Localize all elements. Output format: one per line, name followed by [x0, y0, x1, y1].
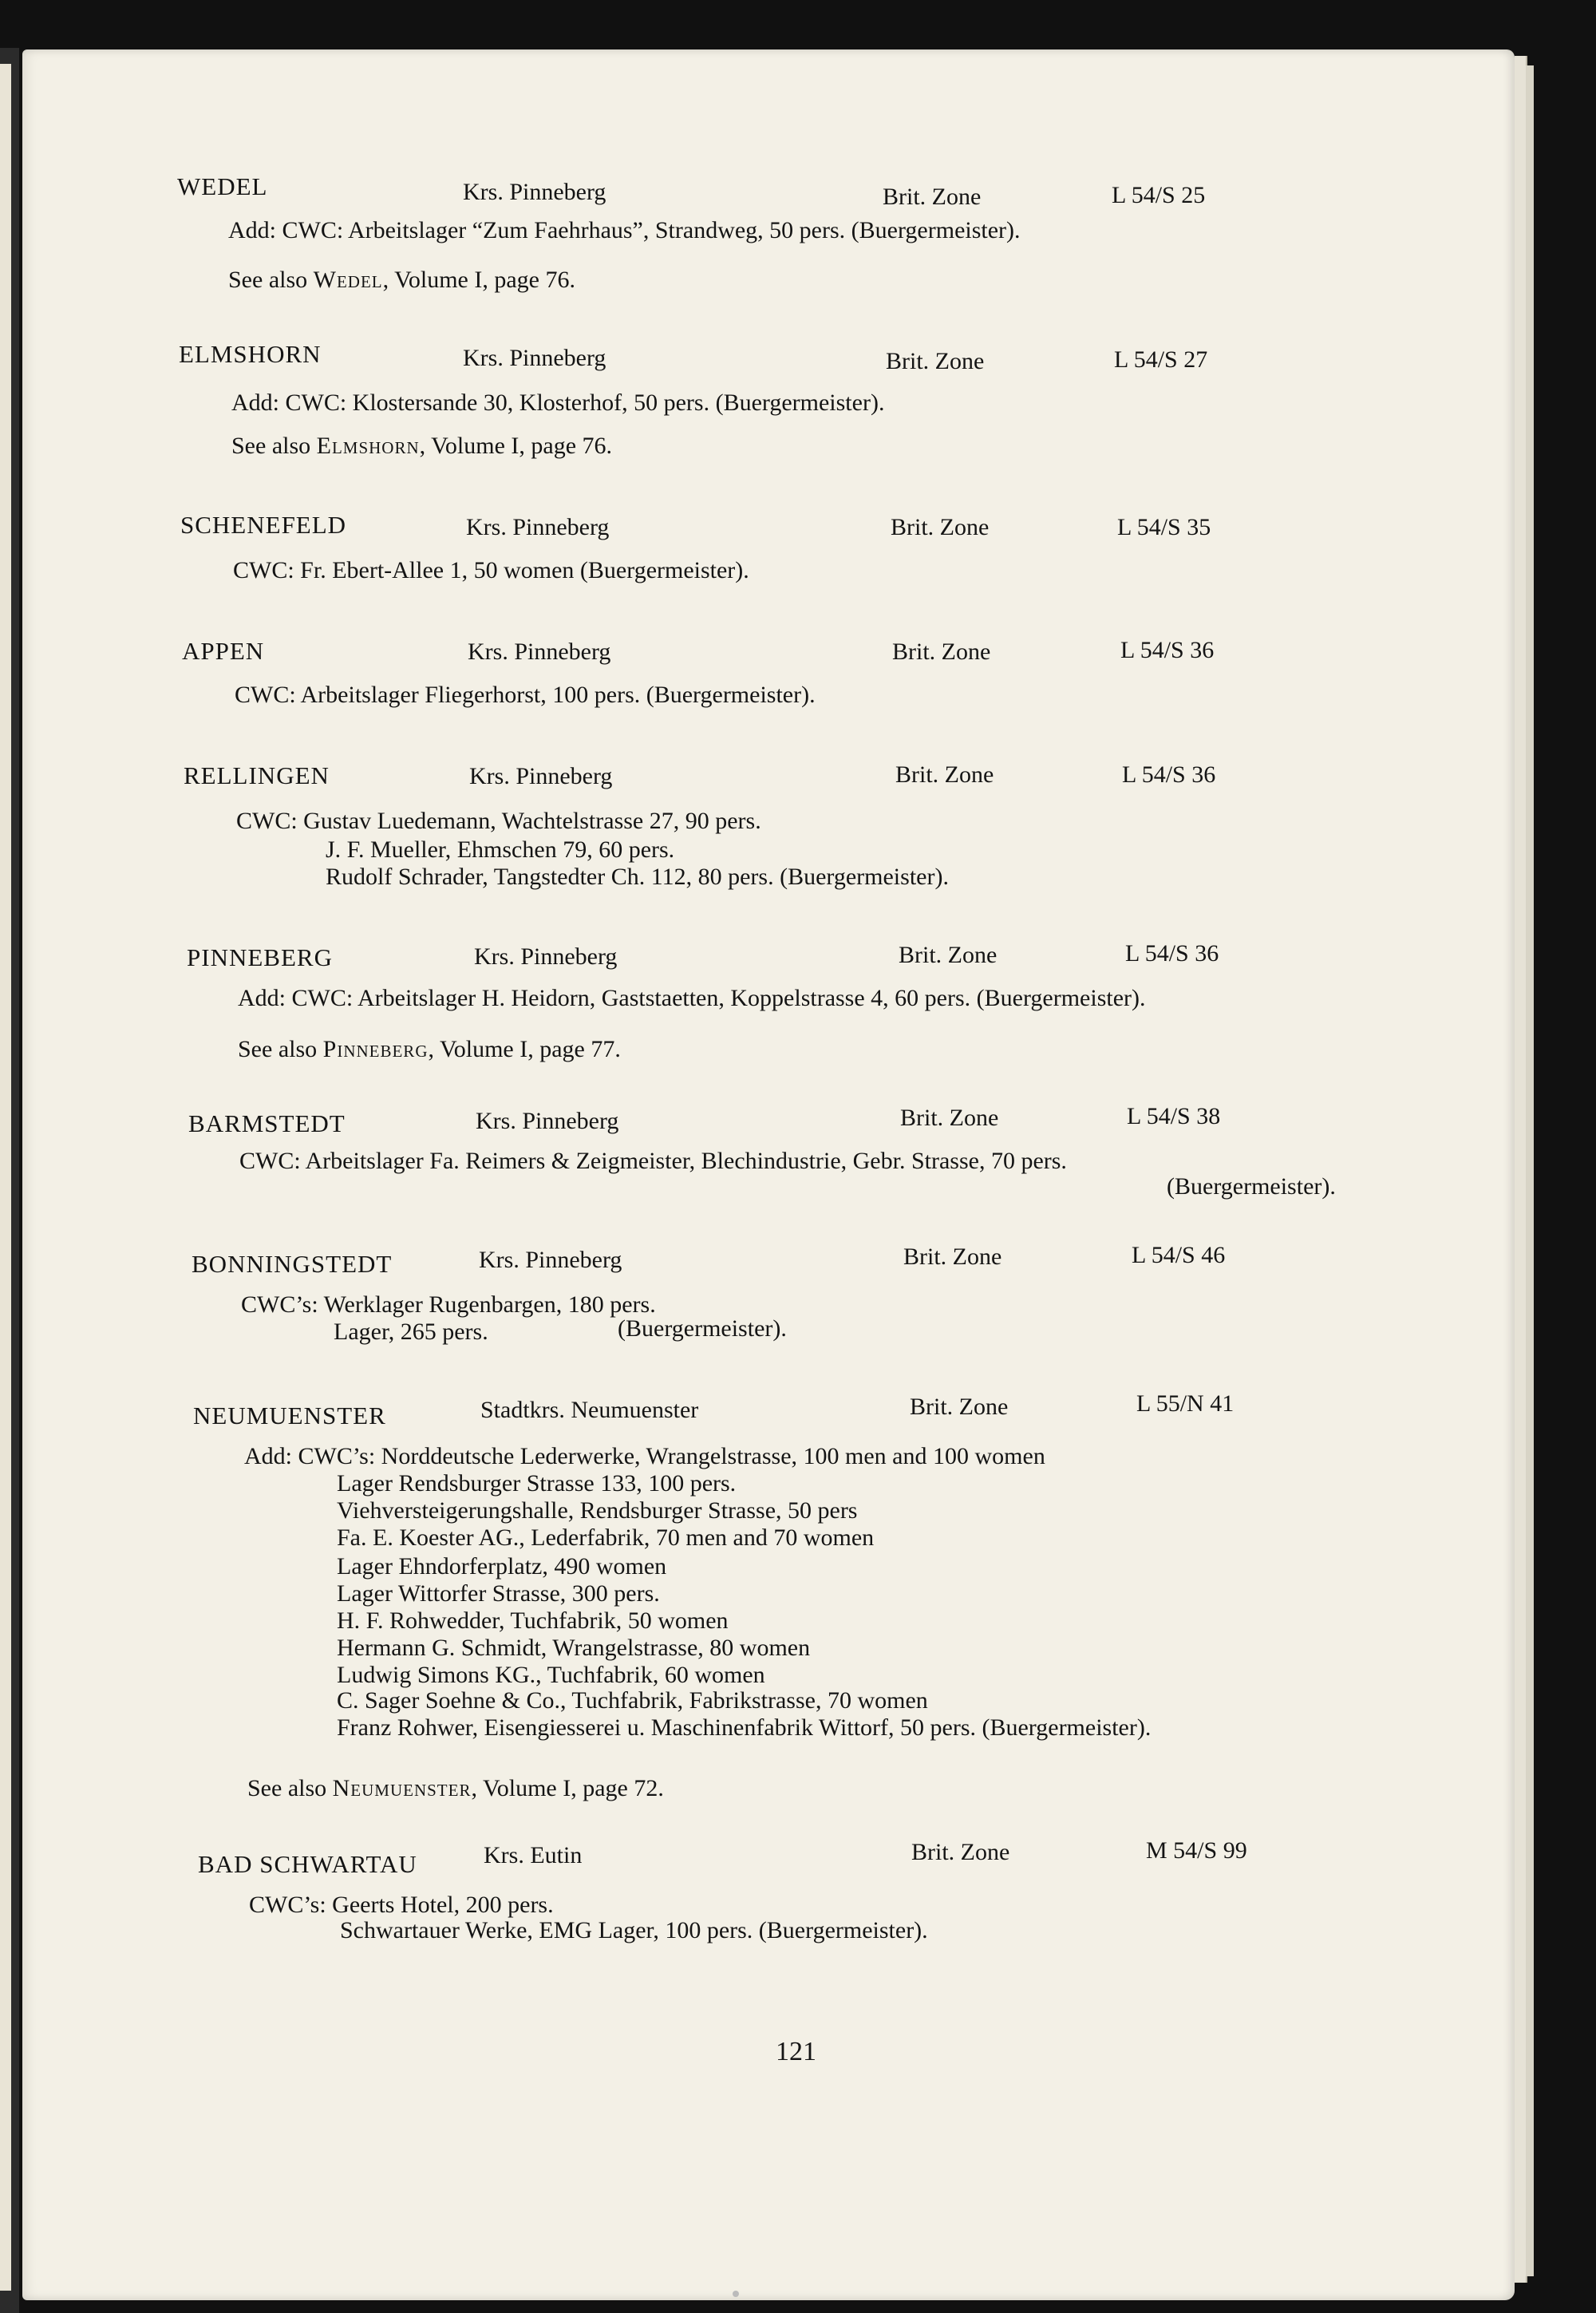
district: Krs. Pinneberg	[463, 345, 606, 371]
map-reference: L 54/S 36	[1125, 940, 1219, 967]
entry-line: (Buergermeister).	[1167, 1173, 1336, 1200]
zone: Brit. Zone	[895, 761, 994, 788]
zone: Brit. Zone	[892, 639, 991, 665]
entry-line: Lager, 265 pers.	[334, 1319, 488, 1345]
entry-line: Schwartauer Werke, EMG Lager, 100 pers. (Buergermeister).	[340, 1917, 928, 1943]
zone: Brit. Zone	[886, 348, 985, 374]
see-also: See also Elmshorn, Volume I, page 76.	[231, 433, 613, 459]
place-name: WEDEL	[177, 172, 268, 200]
facing-page-edge	[0, 64, 11, 2291]
entry-line: Fa. E. Koester AG., Lederfabrik, 70 men and 70 women	[337, 1524, 875, 1551]
district: Krs. Pinneberg	[466, 514, 610, 540]
entry-line: CWC: Arbeitslager Fliegerhorst, 100 pers. (Buergermeister).	[235, 682, 816, 708]
entry-line: Viehversteigerungshalle, Rendsburger Strasse, 50 pers	[337, 1497, 858, 1524]
district: Krs. Pinneberg	[468, 639, 611, 665]
entry-line: Hermann G. Schmidt, Wrangelstrasse, 80 women	[337, 1635, 811, 1661]
district: Stadtkrs. Neumuenster	[480, 1397, 699, 1423]
entry-line: J. F. Mueller, Ehmschen 79, 60 pers.	[326, 836, 675, 863]
see-also: See also Wedel, Volume I, page 76.	[228, 267, 575, 293]
map-reference: L 54/S 36	[1122, 761, 1216, 788]
place-name: PINNEBERG	[187, 943, 333, 971]
entry-line: CWC: Arbeitslager Fa. Reimers & Zeigmeister, Blechindustrie, Gebr. Strasse, 70 pers.	[239, 1148, 1067, 1174]
district: Krs. Pinneberg	[479, 1247, 622, 1273]
place-name: BAD SCHWARTAU	[198, 1850, 417, 1878]
entry-line: Franz Rohwer, Eisengiesserei u. Maschinenfabrik Wittorf, 50 pers. (Buergermeister).	[337, 1714, 1152, 1741]
entry-line: H. F. Rohwedder, Tuchfabrik, 50 women	[337, 1607, 729, 1634]
zone: Brit. Zone	[891, 514, 990, 540]
map-reference: L 54/S 35	[1117, 514, 1211, 540]
place-name: NEUMUENSTER	[193, 1402, 386, 1429]
entry-line: CWC’s: Werklager Rugenbargen, 180 pers.	[241, 1291, 656, 1318]
zone: Brit. Zone	[911, 1839, 1010, 1865]
district: Krs. Pinneberg	[474, 943, 618, 970]
zone: Brit. Zone	[903, 1243, 1002, 1270]
see-also: See also Pinneberg, Volume I, page 77.	[238, 1036, 621, 1062]
entry-line: Ludwig Simons KG., Tuchfabrik, 60 women	[337, 1662, 765, 1688]
zone: Brit. Zone	[910, 1394, 1009, 1420]
map-reference: L 54/S 38	[1127, 1103, 1221, 1129]
entry-line: CWC: Gustav Luedemann, Wachtelstrasse 27, 90 pers.	[236, 808, 761, 834]
map-reference: L 54/S 27	[1114, 346, 1208, 373]
map-reference: L 54/S 25	[1112, 182, 1206, 208]
page-stack-edge-back	[1526, 65, 1534, 2276]
place-name: APPEN	[182, 637, 265, 665]
zone: Brit. Zone	[899, 942, 998, 968]
entry-line: Rudolf Schrader, Tangstedter Ch. 112, 80 pers. (Buergermeister).	[326, 864, 949, 890]
district: Krs. Eutin	[484, 1842, 583, 1868]
see-also: See also Neumuenster, Volume I, page 72.	[247, 1775, 664, 1801]
paper-speck	[733, 2291, 739, 2297]
place-name: RELLINGEN	[184, 761, 330, 789]
entry-line: Lager Wittorfer Strasse, 300 pers.	[337, 1580, 660, 1607]
place-name: BARMSTEDT	[188, 1109, 346, 1137]
place-name: BONNINGSTEDT	[192, 1250, 393, 1278]
entry-line: CWC: Fr. Ebert-Allee 1, 50 women (Buergermeister).	[233, 557, 749, 583]
entry-line: Lager Ehndorferplatz, 490 women	[337, 1553, 667, 1580]
entry-line: (Buergermeister).	[618, 1315, 787, 1342]
district: Krs. Pinneberg	[463, 179, 606, 205]
map-reference: M 54/S 99	[1146, 1837, 1247, 1864]
map-reference: L 54/S 46	[1132, 1242, 1226, 1268]
zone: Brit. Zone	[900, 1105, 999, 1131]
entry-line: C. Sager Soehne & Co., Tuchfabrik, Fabrikstrasse, 70 women	[337, 1687, 928, 1714]
place-name: ELMSHORN	[179, 340, 322, 368]
district: Krs. Pinneberg	[469, 763, 613, 789]
zone: Brit. Zone	[883, 184, 982, 210]
entry-line: Add: CWC’s: Norddeutsche Lederwerke, Wrangelstrasse, 100 men and 100 women	[244, 1443, 1045, 1469]
map-reference: L 54/S 36	[1120, 637, 1215, 663]
entry-line: Lager Rendsburger Strasse 133, 100 pers.	[337, 1470, 737, 1497]
place-name: SCHENEFELD	[180, 511, 347, 539]
entry-line: CWC’s: Geerts Hotel, 200 pers.	[249, 1892, 554, 1918]
map-reference: L 55/N 41	[1136, 1390, 1235, 1417]
entry-line: Add: CWC: Arbeitslager H. Heidorn, Gaststaetten, Koppelstrasse 4, 60 pers. (Buergermeister).	[238, 985, 1146, 1011]
district: Krs. Pinneberg	[476, 1108, 619, 1134]
entry-line: Add: CWC: Arbeitslager “Zum Faehrhaus”, Strandweg, 50 pers. (Buergermeister).	[228, 217, 1021, 243]
page-number: 121	[776, 2037, 816, 2066]
entry-line: Add: CWC: Klostersande 30, Klosterhof, 50 pers. (Buergermeister).	[231, 389, 885, 416]
